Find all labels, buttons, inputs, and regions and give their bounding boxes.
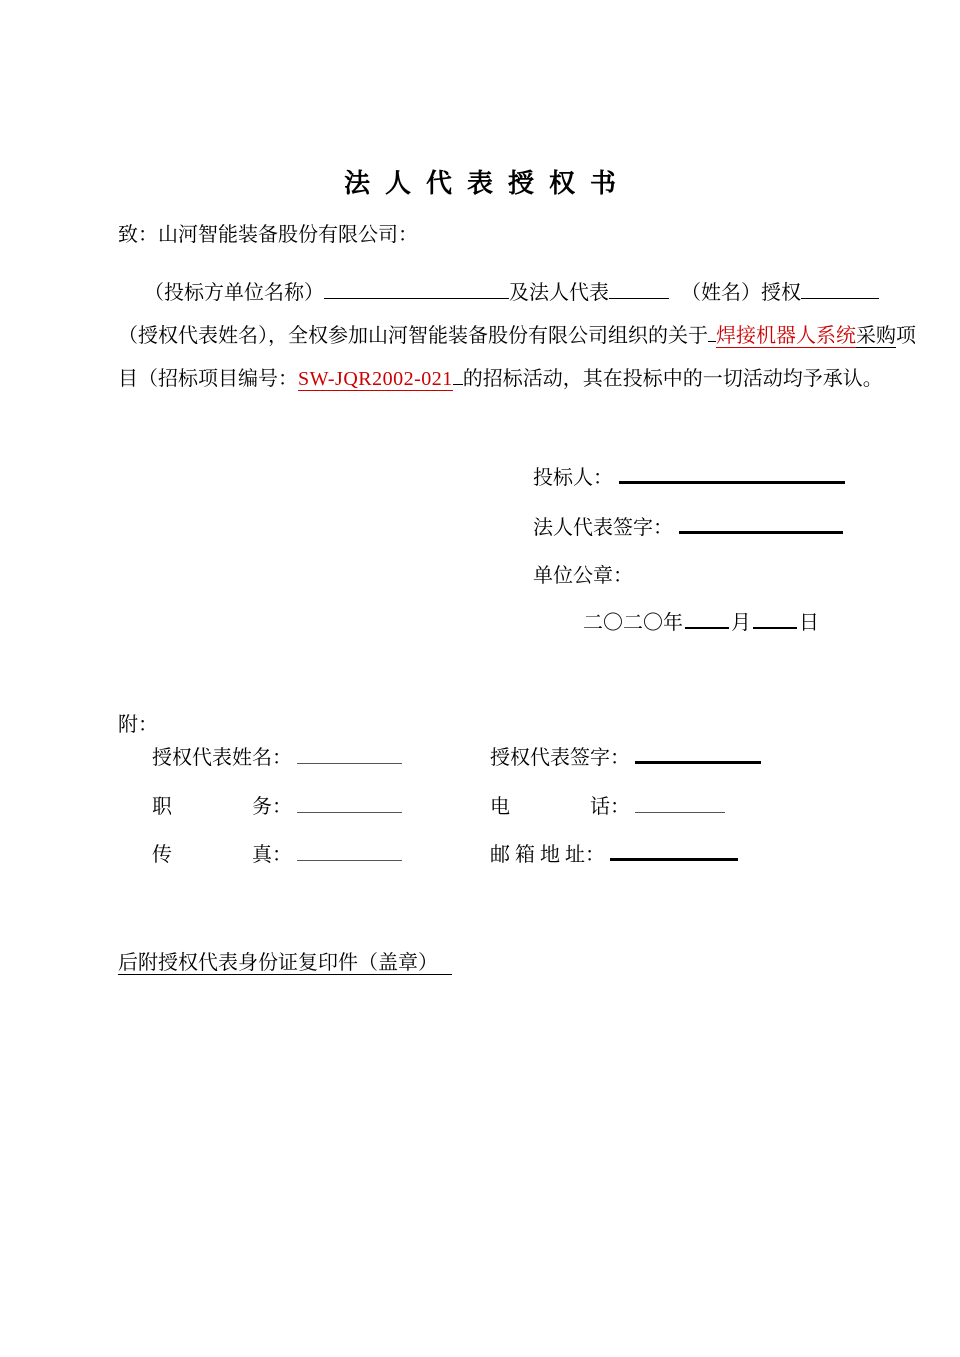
bidder-unit-name-blank bbox=[324, 278, 509, 299]
legal-rep-signature-blank bbox=[679, 511, 843, 534]
authorized-rep-sign-label: 授权代表签字： bbox=[490, 747, 630, 769]
legal-rep-signature-label: 法人代表签字： bbox=[533, 517, 673, 539]
email-address-blank bbox=[610, 838, 738, 861]
date-line bbox=[583, 606, 819, 635]
email-address-label: 邮 箱 地 址： bbox=[490, 844, 605, 866]
attachment-row-col2 bbox=[490, 838, 738, 867]
date-year: 二〇二〇年 bbox=[583, 612, 683, 634]
attachment-row bbox=[152, 741, 882, 770]
bidder-unit-name-label: （投标方单位名称） bbox=[144, 282, 324, 304]
fax-blank bbox=[297, 840, 402, 861]
legal-rep-label: 及法人代表 bbox=[509, 282, 609, 304]
legal-rep-signature-row bbox=[533, 511, 843, 540]
project-name-highlight: 焊接机器人系统 bbox=[716, 325, 856, 347]
body-line-3 bbox=[118, 358, 898, 401]
bidder-label: 投标人： bbox=[533, 467, 613, 489]
phone-blank bbox=[635, 792, 725, 813]
authorized-rep-name-label: 授权代表姓名： bbox=[152, 747, 292, 769]
name-note-label: （姓名）授权 bbox=[681, 282, 801, 304]
date-month: 月 bbox=[731, 612, 751, 634]
project-number-value: SW-JQR2002-021 bbox=[298, 368, 453, 390]
fax-label: 传 真： bbox=[152, 844, 292, 866]
bidder-signature-row bbox=[533, 461, 845, 490]
attachment-heading: 附： bbox=[118, 714, 158, 736]
company-seal-row bbox=[533, 559, 633, 588]
body-line-1 bbox=[118, 272, 898, 315]
footer-note bbox=[118, 946, 452, 975]
authorized-rep-sign-blank bbox=[635, 741, 761, 764]
line-wrap-char: 项 bbox=[896, 325, 916, 347]
day-blank bbox=[753, 607, 797, 629]
project-number-label: 目（招标项目编号： bbox=[118, 368, 298, 390]
procurement-underlined: 采购 bbox=[856, 325, 896, 347]
attachment-row bbox=[152, 838, 882, 867]
body-line-2 bbox=[118, 315, 916, 358]
phone-label: 电 话： bbox=[490, 796, 630, 818]
body-paragraph bbox=[118, 272, 916, 401]
post-number-blank bbox=[453, 364, 463, 385]
footer-note-text: 后附授权代表身份证复印件（盖章） bbox=[118, 952, 452, 975]
body-line-3-text: 的招标活动，其在投标中的一切活动均予承认。 bbox=[462, 368, 883, 390]
authorized-rep-name-blank bbox=[297, 743, 402, 764]
bidder-signature-blank bbox=[619, 461, 845, 484]
position-blank bbox=[297, 792, 402, 813]
company-seal-label: 单位公章： bbox=[533, 565, 633, 587]
legal-rep-name-blank bbox=[609, 278, 669, 299]
attachment-row-col2 bbox=[490, 790, 725, 819]
document-title: 法人代表授权书 bbox=[343, 169, 631, 198]
date-day: 日 bbox=[799, 612, 819, 634]
body-line-2-text: （授权代表姓名），全权参加山河智能装备股份有限公司组织的关于 bbox=[118, 325, 708, 347]
attachment-row bbox=[152, 790, 882, 819]
authorized-person-blank bbox=[801, 278, 879, 299]
position-label: 职 务： bbox=[152, 796, 292, 818]
month-blank bbox=[685, 607, 729, 629]
attachment-row-col2 bbox=[490, 741, 761, 770]
pre-project-blank bbox=[708, 321, 716, 342]
salutation-line: 致：山河智能装备股份有限公司： bbox=[118, 224, 418, 246]
